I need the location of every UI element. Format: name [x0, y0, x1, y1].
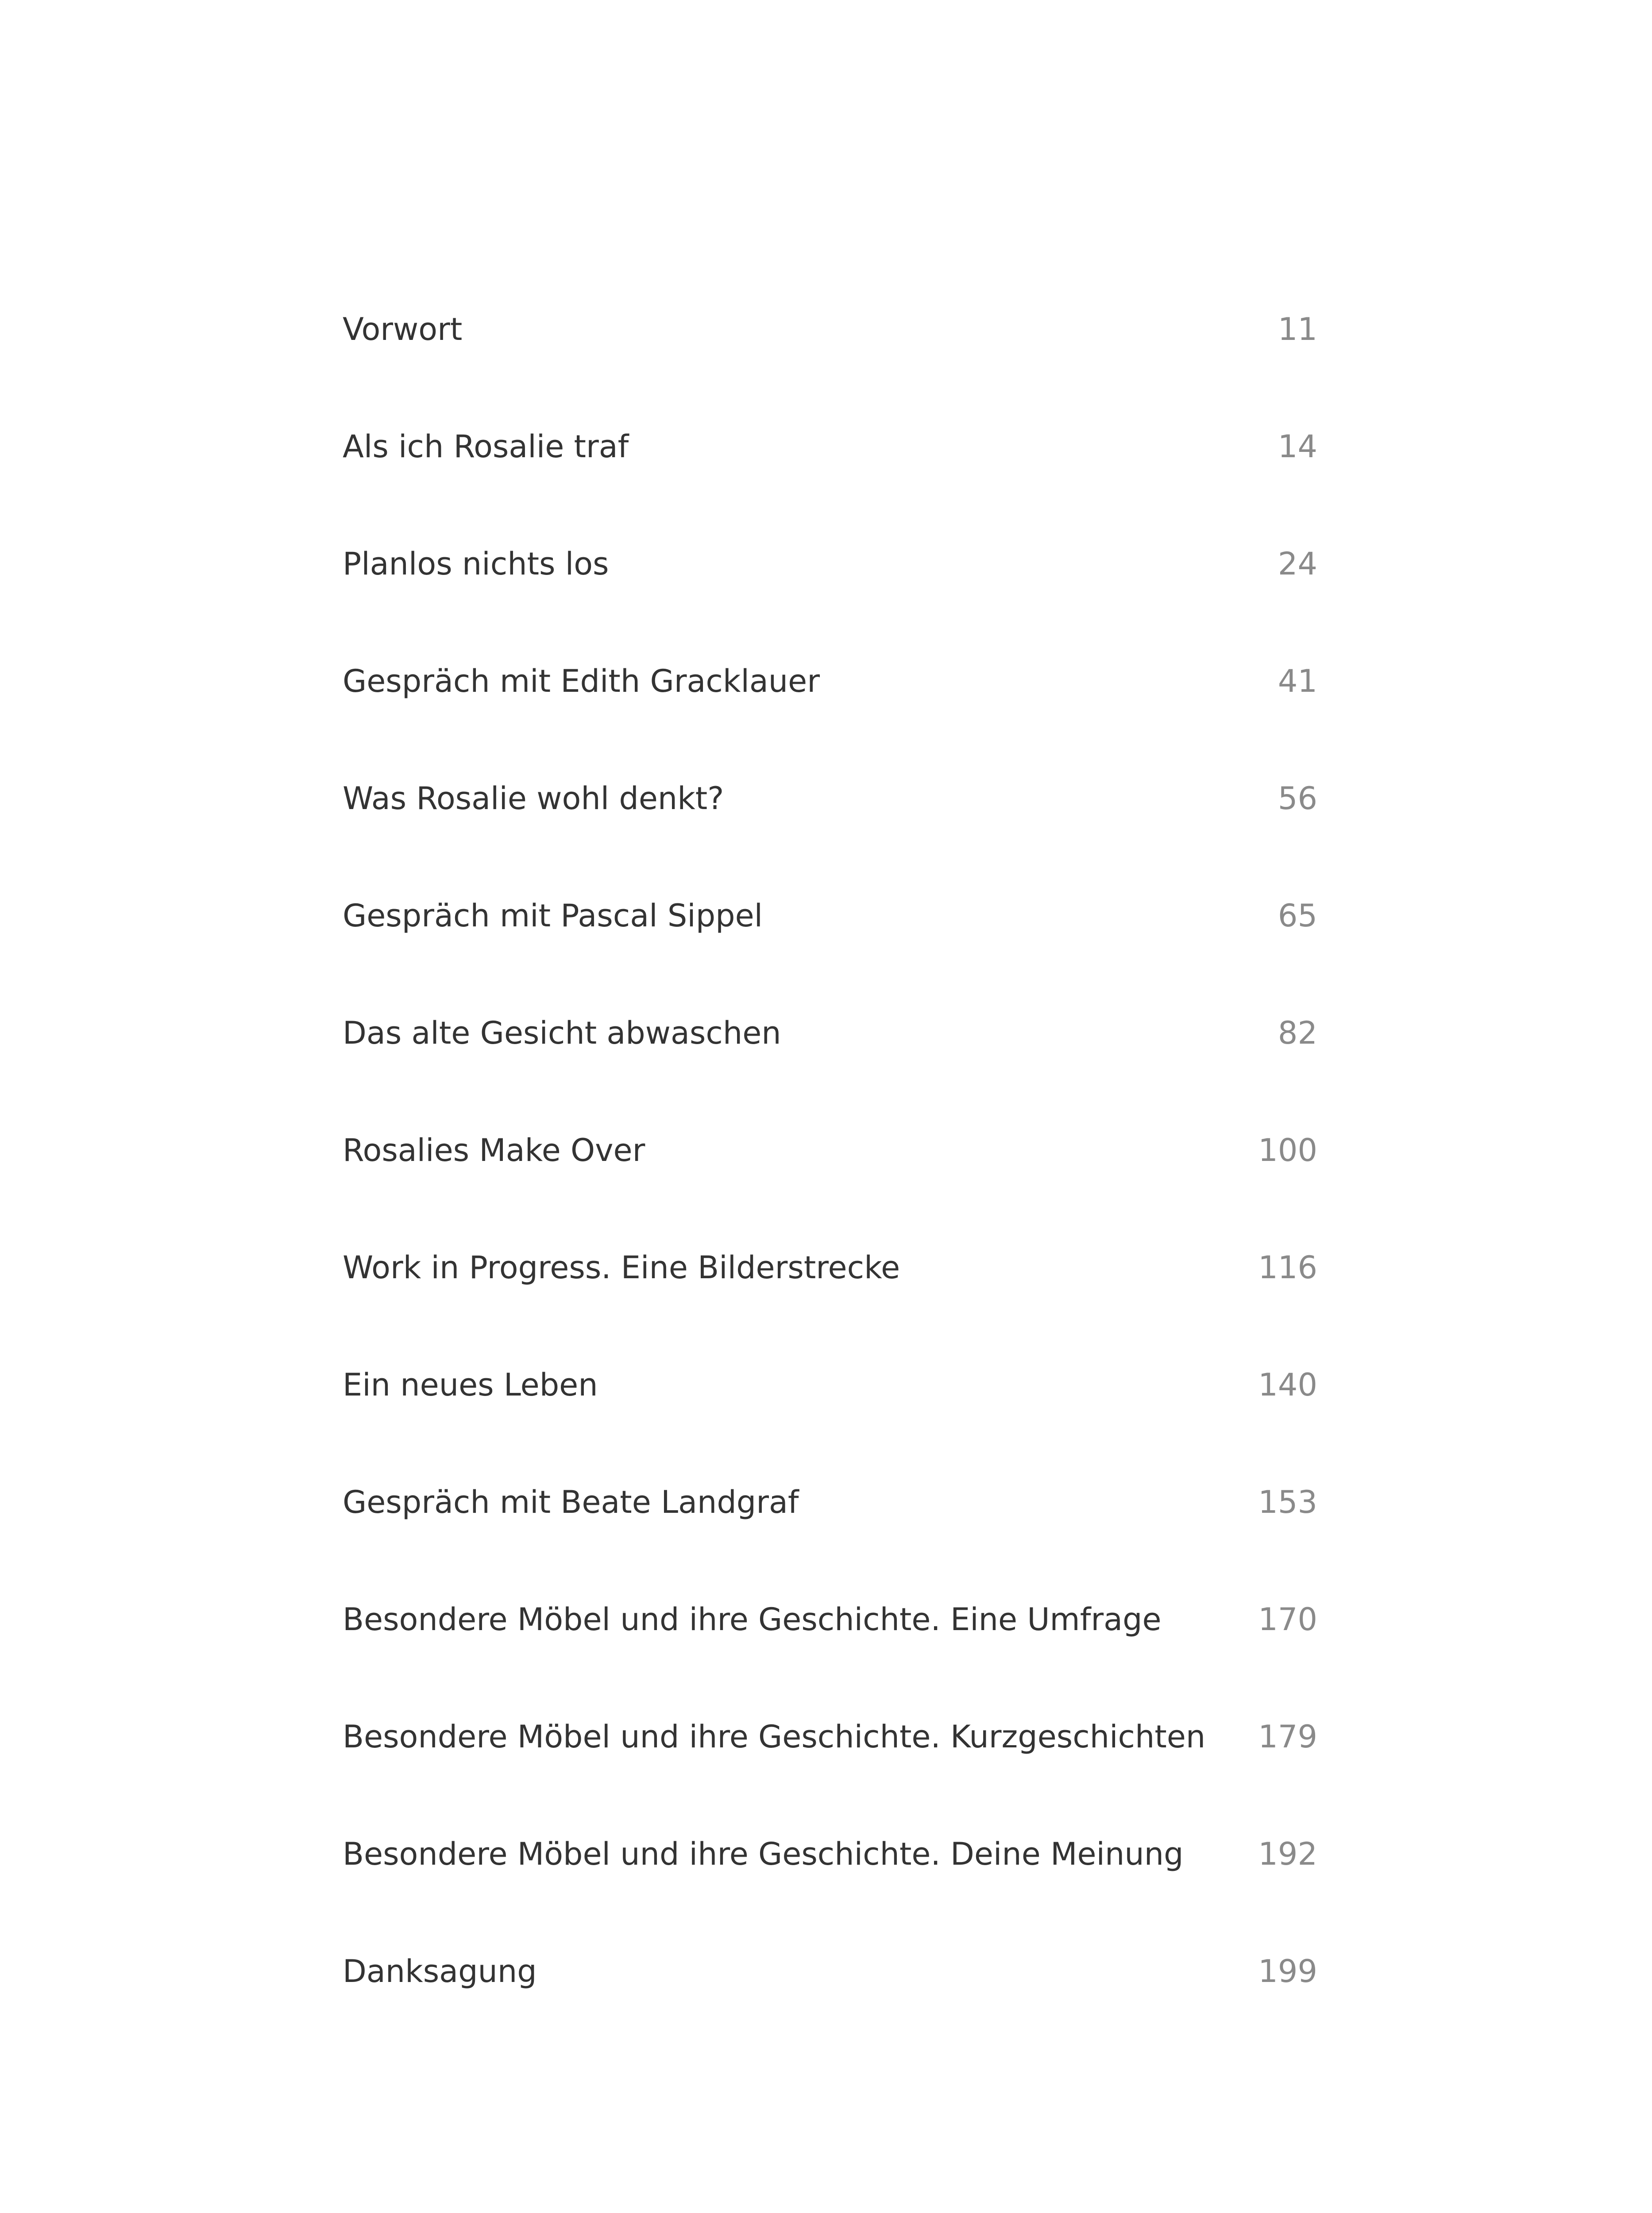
- toc-entry-page-number: 179: [1258, 1719, 1317, 1755]
- toc-entry-page-number: 199: [1258, 1953, 1317, 1989]
- toc-entry[interactable]: [343, 405, 1317, 522]
- toc-entry-page-number: 65: [1278, 898, 1317, 934]
- toc-entry-page-number: 192: [1258, 1836, 1317, 1872]
- toc-entry-title: Besondere Möbel und ihre Geschichte. Kurzgeschichten: [343, 1719, 1206, 1755]
- toc-entry-title: Ein neues Leben: [343, 1367, 598, 1403]
- toc-entry-title: Besondere Möbel und ihre Geschichte. Deine Meinung: [343, 1836, 1184, 1872]
- toc-entry-page-number: 24: [1278, 546, 1317, 582]
- toc-entry[interactable]: [343, 287, 1317, 405]
- toc-entry-page-number: 11: [1278, 311, 1317, 347]
- toc-entry-title: Rosalies Make Over: [343, 1132, 645, 1168]
- toc-entry-page-number: 56: [1278, 780, 1317, 817]
- toc-entry[interactable]: [343, 1812, 1317, 1929]
- toc-entry-title: Vorwort: [343, 311, 463, 347]
- toc-entry-title: Gespräch mit Pascal Sippel: [343, 898, 763, 934]
- toc-entry[interactable]: [343, 1929, 1317, 2047]
- toc-entry-title: Besondere Möbel und ihre Geschichte. Eine Umfrage: [343, 1601, 1162, 1638]
- toc-entry[interactable]: [343, 1695, 1317, 1812]
- toc-entry-page-number: 170: [1258, 1601, 1317, 1638]
- toc-entry-title: Als ich Rosalie traf: [343, 428, 629, 465]
- toc-entry[interactable]: [343, 991, 1317, 1108]
- toc-entry[interactable]: [343, 522, 1317, 639]
- toc-entry-title: Planlos nichts los: [343, 546, 609, 582]
- toc-entry[interactable]: [343, 1108, 1317, 1226]
- toc-entry-page-number: 14: [1278, 428, 1317, 465]
- toc-entry-page-number: 140: [1258, 1367, 1317, 1403]
- toc-entry-page-number: 153: [1258, 1484, 1317, 1520]
- toc-entry-title: Gespräch mit Beate Landgraf: [343, 1484, 799, 1520]
- toc-entry-title: Gespräch mit Edith Gracklauer: [343, 663, 820, 699]
- toc-entry-page-number: 82: [1278, 1015, 1317, 1051]
- toc-entry-title: Danksagung: [343, 1953, 537, 1989]
- toc-entry-title: Das alte Gesicht abwaschen: [343, 1015, 781, 1051]
- toc-entry-page-number: 116: [1258, 1249, 1317, 1286]
- toc-entry[interactable]: [343, 1226, 1317, 1343]
- toc-entry-page-number: 100: [1258, 1132, 1317, 1168]
- toc-entry[interactable]: [343, 1577, 1317, 1695]
- toc-entry[interactable]: [343, 639, 1317, 756]
- toc-entry[interactable]: [343, 756, 1317, 874]
- toc-entry[interactable]: [343, 1460, 1317, 1577]
- table-of-contents: [343, 287, 1317, 2047]
- toc-entry[interactable]: [343, 1343, 1317, 1460]
- toc-entry-title: Was Rosalie wohl denkt?: [343, 780, 724, 817]
- toc-entry[interactable]: [343, 874, 1317, 991]
- toc-entry-title: Work in Progress. Eine Bilderstrecke: [343, 1249, 900, 1286]
- toc-entry-page-number: 41: [1278, 663, 1317, 699]
